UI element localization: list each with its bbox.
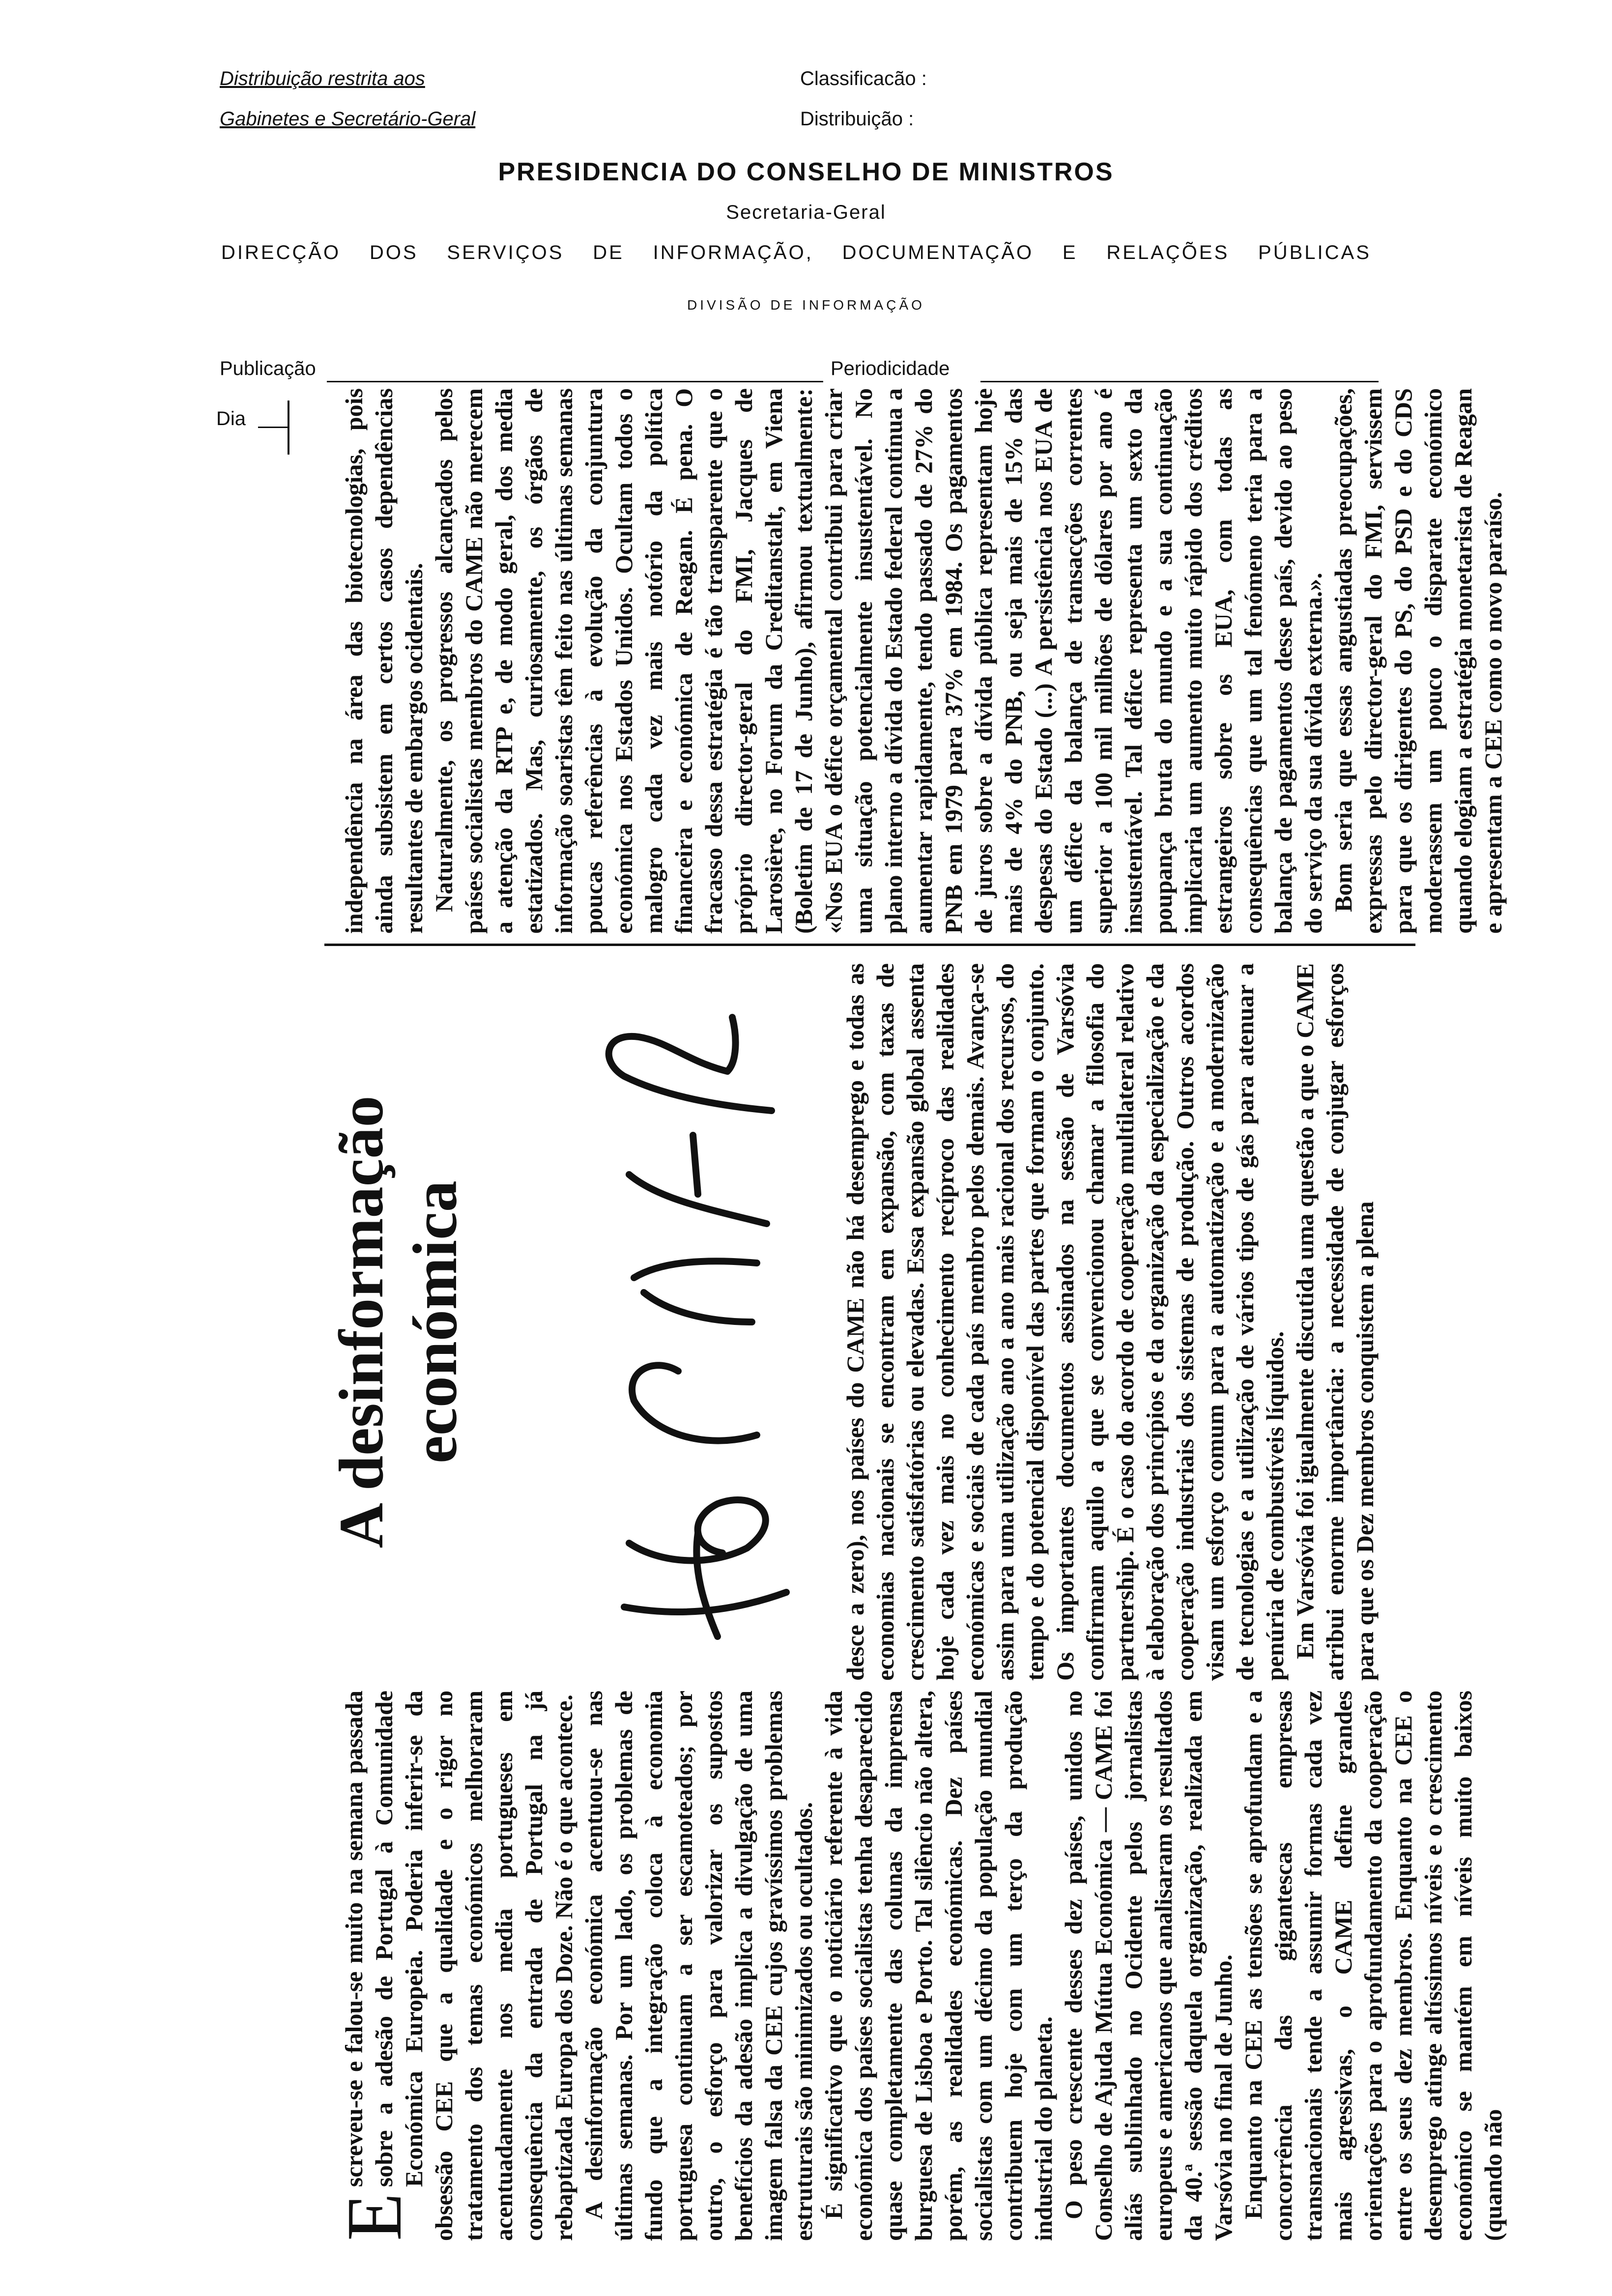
- paragraph: desce a zero), nos países do CAME não há desemprego e todas as economias nacionais se encontram em expansão, com taxas de crescimento satisfatórias ou elevadas. Essa expansão global assenta hoje cada vez mais no conhecimento recíproco das realidades económicas e sociais de cada país membro pelos demais. Avança-se assim para uma utilização ano a ano mais racional dos recursos, do tempo e do potencial disponível das partes que formam o conjunto. Os importantes documentos assinados na sessão de Varsóvia confirmam aquilo a que se convencionou chamar a filosofia do partnership. É o caso do acordo de cooperação multilateral relativo à elaboração dos princípios e da organização da especialização e da cooperação industriais dos sistemas de produção. Outros acordos visam um esforço comum para a automatização e a modernização de tecnologias e a utilização de vários tipos de gás para atenuar a penúria de combustíveis líquidos.: [841, 963, 1289, 1681]
- article-column-3: [339, 388, 1508, 934]
- headline-line-1: A desinformação: [326, 1095, 396, 1549]
- periodicity-label: Periodicidade: [831, 358, 950, 379]
- division: DIVISÃO DE INFORMAÇÃO: [687, 297, 925, 313]
- directorate-word: E: [1062, 242, 1078, 263]
- secretariat: Secretaria-Geral: [726, 201, 886, 223]
- paragraph: É significativo que o noticiário referente à vida económica dos países socialistas tenha desaparecido quase completamente das colunas da imprensa burguesa de Lisboa e Porto. Tal silêncio não altera, porém, as realidades económicas. Dez países socialistas com um décimo da população mundial contribuem hoje com um terço da produção industrial do planeta.: [820, 1691, 1057, 2241]
- paragraph: A desinformação económica acentuou-se nas últimas semanas. Por um lado, os problemas de fundo que a integração coloca à economia portuguesa continuam a ser escamoteados; por outro, o esforço para valorizar os supostos benefícios da adesão implica a divulgação de uma imagem falsa da CEE cujos gravíssimos problemas estruturais são minimizados ou ocultados.: [580, 1691, 817, 2241]
- classification-label: Classificacão :: [800, 68, 927, 89]
- article-column-2: [840, 963, 1380, 1681]
- directorate-word: DOS: [369, 242, 418, 263]
- drop-cap: E: [330, 2193, 418, 2241]
- day-line: [258, 427, 288, 428]
- directorate-word: DIRECÇÃO: [221, 242, 341, 263]
- paragraph: independência na área das biotecnologias, pois ainda subsistem em certos casos dependências resultantes de embargos ocidentais.: [340, 388, 428, 934]
- directorate-word: RELAÇÕES: [1106, 242, 1230, 263]
- directorate-word: DOCUMENTAÇÃO: [842, 242, 1034, 263]
- article-headline: [324, 963, 472, 1681]
- publication-label: Publicação: [220, 358, 316, 379]
- paragraph: screveu-se e falou-se muito na semana passada sobre a adesão de Portugal à Comunidade Económica Europeia. Poderia inferir-se da obsessão CEE que a qualidade e o rigor no tratamento dos temas económicos melhoraram acentuadamente nos media portugueses em consequência da entrada de Portugal na já rebaptizada Europa dos Doze. Não é o que acontece.: [340, 1691, 577, 2241]
- headline-line-2: económica: [400, 1180, 470, 1464]
- paragraph: O peso crescente desses dez países, unidos no Conselho de Ajuda Mútua Económica — CAME foi aliás sublinhado no Ocidente pelos jornalistas europeus e americanos que analisaram os resultados da 40.ª sessão daquela organização, realizada em Varsóvia no final de Junho.: [1060, 1691, 1237, 2241]
- directorate-word: PÚBLICAS: [1258, 242, 1371, 263]
- clipping-content: [315, 378, 1507, 2261]
- paragraph: Naturalmente, os progressos alcançados pelos países socialistas membros do CAME não merecem a atenção da RTP e, de modo geral, dos media estatizados. Mas, curiosamente, os órgãos de informação soaristas têm feito nas últimas semanas poucas referências à evolução da conjuntura económica nos Estados Unidos. Ocultam todos o malogro cada vez mais notório da política financeira e económica de Reagan. É pena. O fracasso dessa estratégia é tão transparente que o próprio director-geral do FMI, Jacques de Larosière, no Forum da Creditanstalt, em Viena (Boletim de 17 de Junho), afirmou textualmente: «Nos EUA o défice orçamental contribui para criar uma situação potencialmente insustentável. No plano interno a dívida do Estado federal continua a aumentar rapidamente, tendo passado de 27% do PNB em 1979 para 37% em 1984. Os pagamentos de juros sobre a dívida pública representam hoje mais de 4% do PNB, ou seja mais de 15% das despesas do Estado (...) A persistência nos EUA de um défice da balança de transacções correntes superior a 100 mil milhões de dólares por ano é insustentável. Tal défice representa um sexto da poupança bruta do mundo e a sua continuação implicaria um aumento muito rápido dos créditos estrangeiros sobre os EUA, com todas as consequências que um tal fenómeno teria para a balança de pagamentos desse país, devido ao peso do serviço da sua dívida externa.».: [430, 388, 1327, 934]
- restricted-line-2: Gabinetes e Secretário-Geral: [220, 108, 476, 130]
- article-column-1: [330, 1691, 1508, 2241]
- paragraph: Bom seria que essas angustiadas preocupações, expressas pelo director-geral do FMI, servissem para que os dirigentes do PS, do PSD e do CDS moderassem um pouco o disparate económico quando elogiam a estratégia monetarista de Reagan e apresentam a CEE como o novo paraíso.: [1329, 388, 1507, 934]
- institution-title: PRESIDENCIA DO CONSELHO DE MINISTROS: [498, 158, 1114, 186]
- paragraph: Enquanto na CEE as tensões se aprofundam e a concorrência das gigantescas empresas transnacionais tende a assumir formas cada vez mais agressivas, o CAME define grandes orientações para o aprofundamento da cooperação entre os seus dez membros. Enquanto na CEE o desemprego atinge altíssimos níveis e o crescimento económico se mantém em níveis muito baixos (quando não: [1239, 1691, 1507, 2241]
- column-rule: [324, 944, 1415, 946]
- restricted-line-1: Distribuição restrita aos: [220, 68, 425, 89]
- directorate-word: DE: [593, 242, 624, 263]
- day-label: Dia: [216, 408, 246, 430]
- directorate-word: INFORMAÇÃO,: [653, 242, 813, 263]
- directorate-word: SERVIÇOS: [447, 242, 564, 263]
- newspaper-clipping: [315, 378, 1507, 2261]
- handwritten-note: [570, 978, 816, 1666]
- distribution-label: Distribuição :: [800, 108, 914, 130]
- paragraph: Em Varsóvia foi igualmente discutida uma questão a que o CAME atribui enorme importância: a necessidade de conjugar esforços para que os Dez membros conquistem a plena: [1291, 963, 1379, 1681]
- directorate: [221, 242, 1371, 264]
- day-tick: [288, 401, 289, 455]
